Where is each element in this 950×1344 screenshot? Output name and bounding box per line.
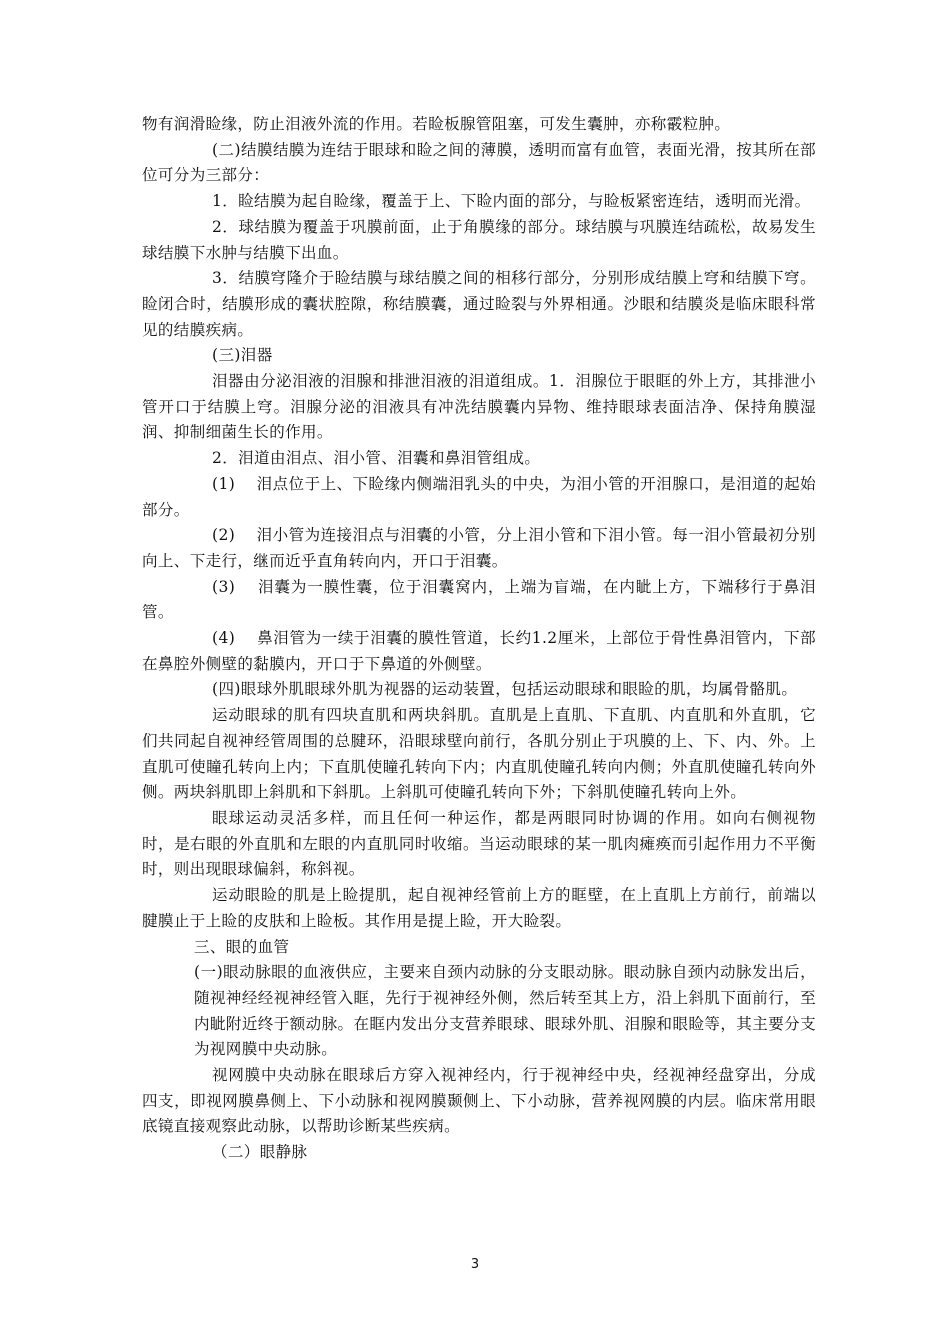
list-item-lacrimal-canaliculus: (2) 泪小管为连接泪点与泪囊的小管，分上泪小管和下泪小管。每一泪小管最初分别向上、下走行，继而近乎直角转向内，开口于泪囊。 <box>142 526 816 570</box>
paragraph-eye-coordination: 眼球运动灵活多样，而且任何一种运作，都是两眼同时协调的作用。如向右侧视物时，是右眼的外直肌和左眼的内直肌同时收缩。当运动眼球的某一肌肉瘫痪而引起作用力不平衡时，则出现眼球偏斜，称斜视。 <box>142 808 816 879</box>
paragraph-ophthalmic-artery: (一)眼动脉眼的血液供应，主要来自颈内动脉的分支眼动脉。眼动脉自颈内动脉发出后，随视神经经视神经管入眶，先行于视神经外侧，然后转至其上方，沿上斜肌下面前行，至内眦附近终于额动脉。在眶内发出分支营养眼球、眼球外肌、泪腺和眼睑等，其主要分支为视网膜中央动脉。 <box>194 963 816 1059</box>
paragraph-eye-movement-muscles: 运动眼球的肌有四块直肌和两块斜肌。直肌是上直肌、下直肌、内直肌和外直肌，它们共同起自视神经管周围的总腱环，沿眼球壁向前行，各肌分别止于巩膜的上、下、内、外。上直肌可使瞳孔转向上内；下直肌使瞳孔转向下内；内直肌使瞳孔转向内侧；外直肌使瞳孔转向外侧。两块斜肌即上斜肌和下斜肌。上斜肌可使瞳孔转向下外；下斜肌使瞳孔转向上外。 <box>142 706 816 802</box>
paragraph-tarsal-gland: 物有润滑睑缘，防止泪液外流的作用。若睑板腺管阻塞，可发生囊肿，亦称霰粒肿。 <box>142 115 731 133</box>
paragraph-central-retinal-artery: 视网膜中央动脉在眼球后方穿入视神经内，行于视神经中央，经视神经盘穿出，分成四支，即视网膜鼻侧上、下小动脉和视网膜颞侧上、下小动脉，营养视网膜的内层。临床常用眼底镜直接观察此动脉，以帮助诊断某些疾病。 <box>142 1066 816 1136</box>
list-item-lacrimal-punctum: (1) 泪点位于上、下睑缘内侧端泪乳头的中央，为泪小管的开泪腺口，是泪道的起始部分。 <box>142 474 816 519</box>
list-item-lacrimal-sac: (3) 泪囊为一膜性囊，位于泪囊窝内，上端为盲端，在内眦上方，下端移行于鼻泪管。 <box>142 577 816 622</box>
page-number: 3 <box>470 1257 480 1272</box>
paragraph-lacrimal-duct: 2．泪道由泪点、泪小管、泪囊和鼻泪管组成。 <box>212 449 541 468</box>
paragraph-eyelid-muscle: 运动眼睑的肌是上睑提肌，起自视神经管前上方的眶壁，在上直肌上方前行，前端以腱膜止于上睑的皮肤和上睑板。其作用是提上睑，开大睑裂。 <box>142 886 816 930</box>
section-heading-extraocular-muscles: (四)眼球外肌眼球外肌为视器的运动装置，包括运动眼球和眼睑的肌，均属骨骼肌。 <box>212 680 798 699</box>
section-heading-lacrimal: (三)泪器 <box>212 346 273 365</box>
paragraph-lacrimal-gland: 泪器由分泌泪液的泪腺和排泄泪液的泪道组成。1．泪腺位于眼眶的外上方，其排泄小管开口于结膜上穹。泪腺分泌的泪液具有冲洗结膜囊内异物、维持眼球表面洁净、保持角膜湿润、抑制细菌生长的作用。 <box>142 372 816 442</box>
paragraph-conjunctiva-heading: (二)结膜结膜为连结于眼球和睑之间的薄膜，透明而富有血管，表面光滑，按其所在部位可分为三部分： <box>142 140 816 185</box>
list-item-nasolacrimal-duct: (4) 鼻泪管为一续于泪囊的膜性管道，长约1.2厘米，上部位于骨性鼻泪管内，下部在鼻腔外侧壁的黏膜内，开口于下鼻道的外侧壁。 <box>142 629 816 673</box>
section-heading-blood-vessels: 三、眼的血管 <box>194 937 290 956</box>
paragraph-conjunctival-fornix: 3．结膜穹隆介于睑结膜与球结膜之间的相移行部分，分别形成结膜上穹和结膜下穹。睑闭合时，结膜形成的囊状腔隙，称结膜囊，通过睑裂与外界相通。沙眼和结膜炎是临床眼科常见的结膜疾病。 <box>142 269 816 339</box>
paragraph-palpebral-conjunctiva: 1．睑结膜为起自睑缘，覆盖于上、下睑内面的部分，与睑板紧密连结，透明而光滑。 <box>212 192 811 211</box>
section-heading-ophthalmic-vein: （二）眼静脉 <box>212 1143 308 1162</box>
paragraph-bulbar-conjunctiva: 2．球结膜为覆盖于巩膜前面，止于角膜缘的部分。球结膜与巩膜连结疏松，故易发生球结膜下水肿与结膜下出血。 <box>142 217 816 262</box>
